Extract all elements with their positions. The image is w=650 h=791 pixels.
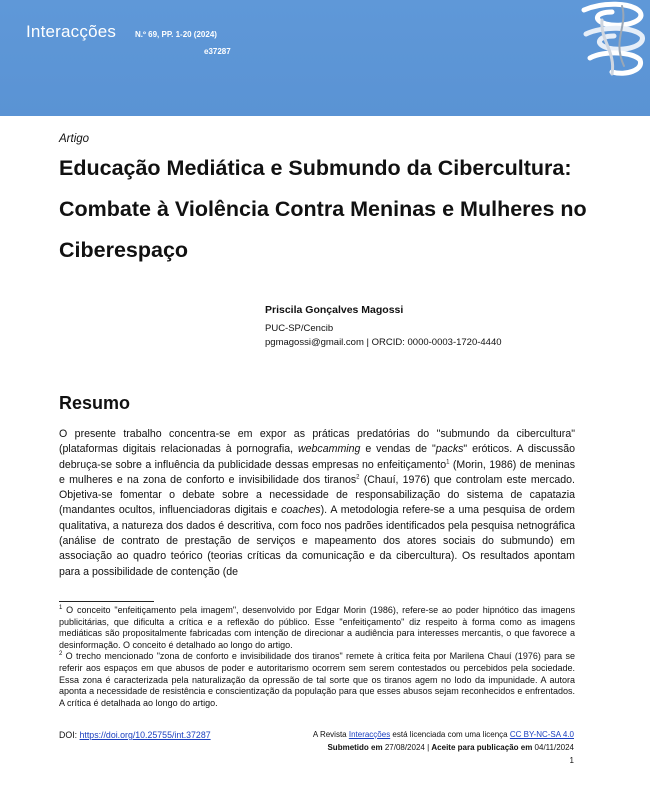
article-id: e37287: [204, 47, 231, 56]
publication-dates: Submetido em 27/08/2024 | Aceite para publicação em 04/11/2024: [327, 743, 574, 752]
journal-logo-icon: [572, 0, 650, 82]
page-number: 1: [569, 756, 574, 765]
journal-link[interactable]: Interacções: [348, 730, 391, 739]
journal-name: Interacções: [26, 22, 117, 41]
footnote-1: $^1$ O conceito "enfeitiçamento pela imagem", desenvolvido por Edgar Morin (1986), refere-se ao poder hipnótico das imagens publicitárias, que dificulta a crítica e a reflexão do público. Esse "enfeitiçamento" diz respeito à forma como as imagens mediáticas são propositalmente fabricadas com intenção de direcionar a audiência para interesses mercantis, o que favorece a desinformação. O conceito é detalhado ao longo do artigo.: [59, 605, 575, 650]
journal-header: [0, 0, 650, 116]
author-contact: pgmagossi@gmail.com | ORCID: 0000-0003-1720-4440: [265, 337, 502, 348]
issue-info: N.º 69, PP. 1-20 (2024): [135, 30, 217, 39]
license-link[interactable]: CC BY-NC-SA 4.0: [509, 730, 574, 739]
doi: DOI: https://doi.org/10.25755/int.37287: [59, 730, 211, 740]
article-type: Artigo: [59, 133, 90, 145]
author-affiliation: PUC-SP/Cencib: [265, 323, 334, 334]
license-notice: A Revista Interacções está licenciada com uma licença CC BY-NC-SA 4.0: [312, 730, 574, 739]
abstract-text: O presente trabalho concentra-se em expor as práticas predatórias do "submundo da cibercultura" (plataformas digitais relacionadas à pornografia, webcamming e vendas de "packs" eróticos. A discussão debruça-se sobre a influência da publicidade dessas empresas no enfeitiçamento$^1$ (Morin, 1986) de meninas e mulheres e na zona de conforto e invisibilidade dos tiranos$^2$ (Chauí, 1976) que controlam este mercado. Objetiva-se fomentar o debate sobre a necessidade de responsabilização do sistema de capatazia (mandantes ocultos, influenciadoras digitais e coaches). A metodologia refere-se a uma pesquisa de ordem qualitativa, a natureza dos dados é descritiva, com foco nos padrões identificados pela pesquisa netnográfica (análise de contrato de prestação de serviços e mapeamento dos atores sociais do submundo) em associação ao quadro teórico (teorias críticas da comunicação e da cibercultura). Os resultados apontam para a possibilidade de contenção (de: [59, 428, 576, 578]
footnote-divider: [59, 601, 154, 602]
doi-link[interactable]: https://doi.org/10.25755/int.37287: [79, 730, 211, 740]
author-name: Priscila Gonçalves Magossi: [265, 304, 404, 316]
footnote-ref-1[interactable]: 1: [446, 459, 450, 466]
footnotes: [59, 605, 575, 709]
footnote-2: $^2$ O trecho mencionado "zona de conforto e invisibilidade dos tiranos" remete à crítica feita por Marilena Chauí (1976) para se referir aos espaços em que abusos de poder e autoritarismo ocorrem sem serem contestados ou percebidos pela sociedade. Essa zona é caracterizada pela naturalização da opressão de tal sorte que os tiranos agem no lodo da impunidade. A autora aponta a necessidade de resistência e conscientização da população para que esses abusos sejam reconhecidos e enfrentados. A crítica é detalhada ao longo do artigo.: [59, 651, 575, 708]
footnote-ref-2[interactable]: 2: [356, 474, 360, 481]
article-title: Educação Mediática e Submundo da Cibercultura: Combate à Violência Contra Meninas e Mulheres no Ciberespaço: [59, 156, 587, 262]
abstract-heading: Resumo: [59, 393, 131, 413]
